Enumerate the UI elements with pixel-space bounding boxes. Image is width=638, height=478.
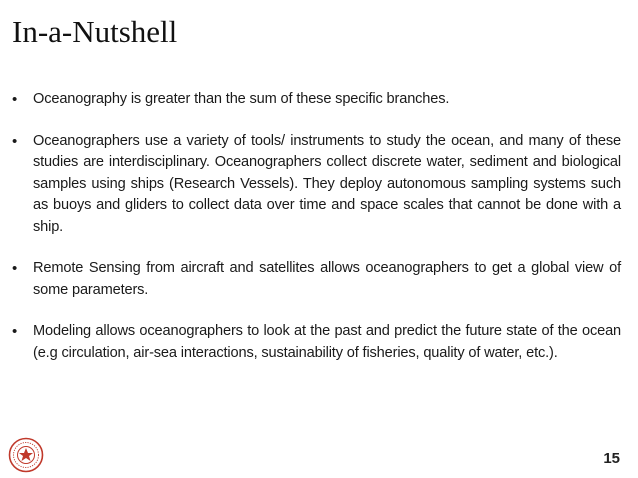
bullet-marker: • [12,91,18,108]
page-number: 15 [603,450,620,467]
bullet-text: Oceanographers use a variety of tools/ instruments to study the ocean, and many of these studies are interdisciplinary. Oceanographers collect discrete water, sediment and biological samples using ships (Research Vessels). They deploy autonomous sampling systems such as buoys and gliders to collect data over time and space scales that cannot be done with a ship. [33,132,621,235]
bullet-item [12,321,621,364]
bullet-marker: • [12,323,18,340]
bullet-list [12,89,621,384]
bullet-text: Remote Sensing from aircraft and satellites allows oceanographers to get a global view of some parameters. [33,260,621,298]
bullet-text: Modeling allows oceanographers to look at the past and predict the future state of the ocean (e.g circulation, air-sea interactions, sustainability of fisheries, quality of water, etc.). [33,323,621,361]
bullet-item [12,131,621,239]
bullet-item [12,89,621,111]
bullet-text: Oceanography is greater than the sum of these specific branches. [33,91,450,107]
bullet-marker: • [12,132,18,150]
bullet-item [12,258,621,301]
slide-title: In-a-Nutshell [12,14,178,49]
institute-seal-icon [8,437,44,473]
bullet-marker: • [12,260,18,277]
